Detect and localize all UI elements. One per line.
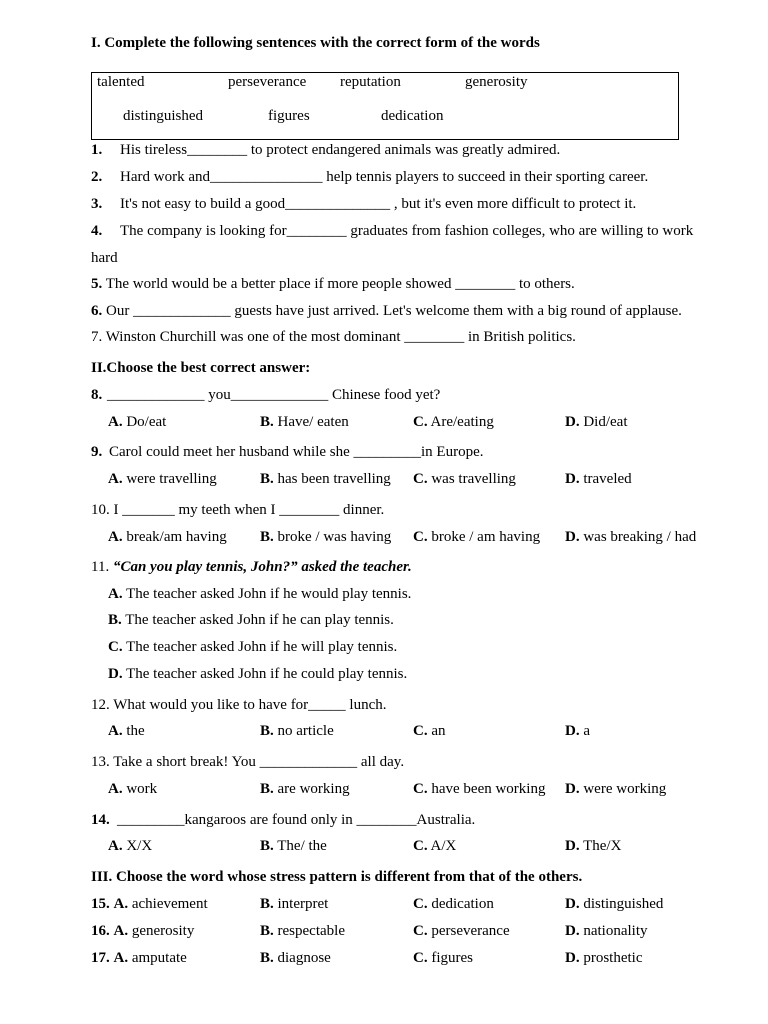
option-c: C. figures	[413, 950, 473, 966]
option-d: D. were working	[565, 781, 667, 797]
question-row	[91, 277, 575, 292]
question-number: 5.	[91, 276, 103, 292]
word-bank-item: dedication	[381, 108, 444, 124]
option-a: A. X/X	[108, 838, 153, 854]
option-c: C. perseverance	[413, 923, 510, 939]
question-number: 4.	[91, 223, 103, 239]
question-text: Our _____________ guests have just arrived. Let's welcome them with a big round of applause.	[106, 303, 682, 319]
word-bank-item: talented	[97, 74, 145, 90]
option-c: C. have been working	[413, 781, 546, 797]
question-text: His tireless________ to protect endangered animals was greatly admired.	[120, 142, 561, 158]
question-number: 6.	[91, 303, 103, 319]
question-text: The world would be a better place if more people showed ________ to others.	[105, 276, 575, 292]
question-text: Hard work and_______________ help tennis players to succeed in their sporting career.	[120, 169, 649, 185]
option-b: B. no article	[260, 723, 334, 739]
question-quote: “Can you play tennis, John?” asked the teacher.	[112, 559, 412, 575]
option-a: A. The teacher asked John if he would play tennis.	[108, 586, 412, 602]
option-b: B. Have/ eaten	[260, 414, 349, 430]
question-number: 8.	[91, 387, 103, 403]
stress-item-15: 15. A. achievement	[91, 896, 208, 912]
section-3-title: III. Choose the word whose stress pattern is different from that of the others.	[91, 869, 583, 885]
stress-item-17: 17. A. amputate	[91, 950, 187, 966]
option-a: A. Do/eat	[108, 414, 167, 430]
question-text: Carol could meet her husband while she _________in Europe.	[109, 444, 484, 460]
word-bank-item: figures	[268, 108, 310, 124]
option-b: B. The teacher asked John if he can play tennis.	[108, 612, 394, 628]
word-bank-item: reputation	[340, 74, 401, 90]
question-number: 14.	[91, 812, 110, 828]
option-c: C. an	[413, 723, 446, 739]
option-c: C. Are/eating	[413, 414, 494, 430]
question-number: 3.	[91, 196, 103, 212]
option-a: A. were travelling	[108, 471, 217, 487]
word-bank-box	[91, 72, 679, 140]
question-number: 2.	[91, 169, 103, 185]
word-bank-item: perseverance	[228, 74, 307, 90]
option-d: D. a	[565, 723, 591, 739]
option-d: D. nationality	[565, 923, 648, 939]
option-b: B. interpret	[260, 896, 329, 912]
question-text: _________kangaroos are found only in ________Australia.	[117, 812, 476, 828]
option-b: B. are working	[260, 781, 350, 797]
option-d: D. The teacher asked John if he could play tennis.	[108, 666, 408, 682]
option-b: B. broke / was having	[260, 529, 392, 545]
question-text: 10. I _______ my teeth when I ________ dinner.	[91, 502, 385, 518]
word-bank-item: generosity	[465, 74, 528, 90]
question-number: 11.	[91, 559, 110, 575]
question-text: The company is looking for________ graduates from fashion colleges, who are willing to work	[120, 223, 694, 239]
section-1-title: I. Complete the following sentences with the correct form of the words	[91, 35, 540, 51]
option-b: B. has been travelling	[260, 471, 391, 487]
option-b: B. The/ the	[260, 838, 327, 854]
stress-item-16: 16. A. generosity	[91, 923, 195, 939]
option-a: A. work	[108, 781, 158, 797]
option-d: D. Did/eat	[565, 414, 628, 430]
word-bank-item: distinguished	[123, 108, 204, 124]
option-a: A. break/am having	[108, 529, 227, 545]
option-d: D. was breaking / had	[565, 529, 697, 545]
option-b: B. diagnose	[260, 950, 331, 966]
question-text: _____________ you_____________ Chinese food yet?	[107, 387, 441, 403]
option-c: C. broke / am having	[413, 529, 541, 545]
question-text: It's not easy to build a good______________ , but it's even more difficult to protect it.	[120, 196, 637, 212]
question-text: 12. What would you like to have for_____ lunch.	[91, 697, 387, 713]
option-d: D. prosthetic	[565, 950, 643, 966]
question-text-continued: hard	[91, 250, 118, 266]
question-row	[91, 560, 412, 575]
option-d: D. traveled	[565, 471, 632, 487]
option-c: C. was travelling	[413, 471, 516, 487]
question-text: 7. Winston Churchill was one of the most dominant ________ in British politics.	[91, 329, 576, 345]
option-d: D. The/X	[565, 838, 622, 854]
option-c: C. A/X	[413, 838, 457, 854]
section-2-title: II.Choose the best correct answer:	[91, 360, 311, 376]
option-c: C. The teacher asked John if he will play tennis.	[108, 639, 398, 655]
question-row	[91, 304, 682, 319]
question-text: 13. Take a short break! You _____________ all day.	[91, 754, 405, 770]
option-d: D. distinguished	[565, 896, 664, 912]
question-number: 9.	[91, 444, 103, 460]
option-a: A. the	[108, 723, 145, 739]
option-b: B. respectable	[260, 923, 345, 939]
question-number: 1.	[91, 142, 103, 158]
option-c: C. dedication	[413, 896, 494, 912]
